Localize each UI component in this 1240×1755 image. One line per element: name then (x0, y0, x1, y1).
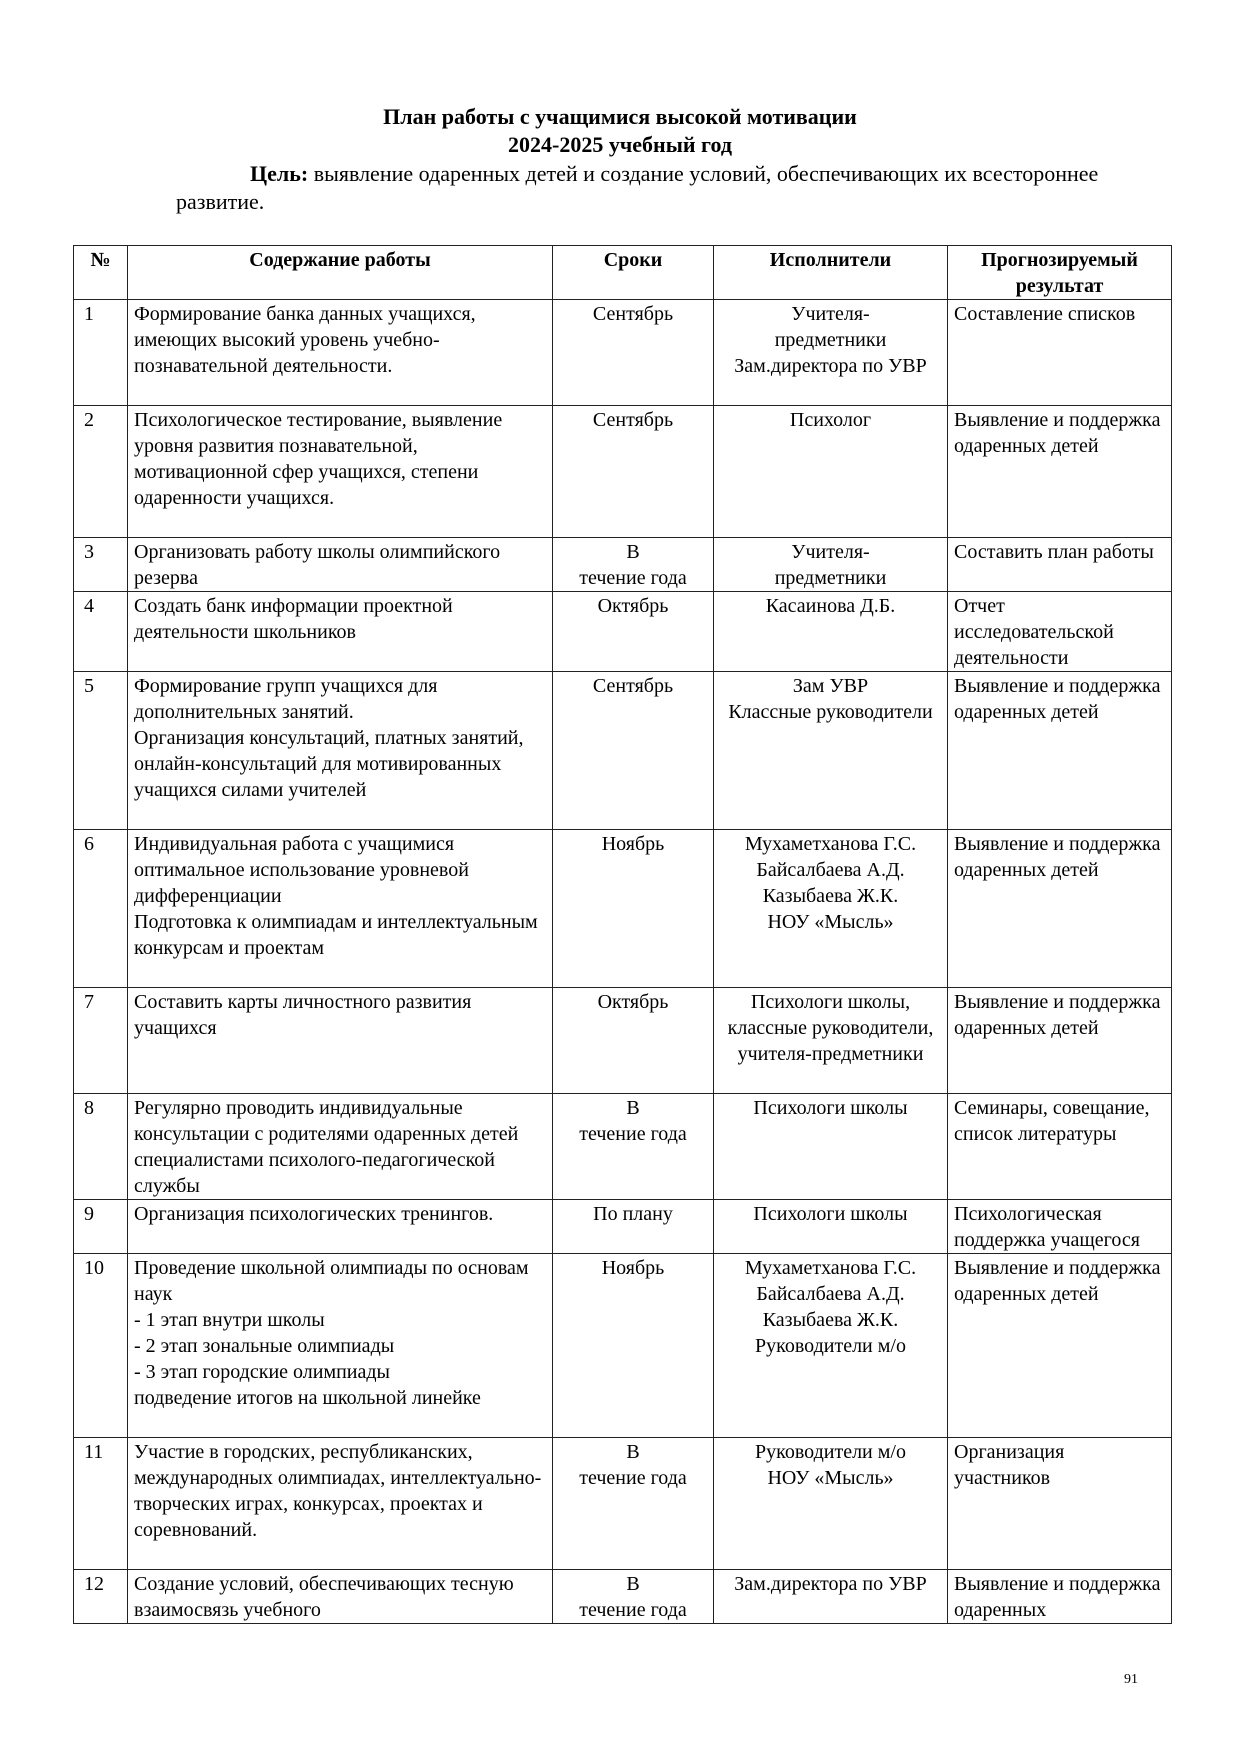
row-result: Составить план работы (948, 538, 1172, 592)
row-executors: Психологи школы (714, 1200, 948, 1254)
row-content: Формирование групп учащихся для дополнительных занятий. Организация консультаций, платных занятий, онлайн-консультаций для мотивированных учащихся силами учителей (128, 672, 553, 830)
row-number: 11 (74, 1438, 128, 1570)
row-result: Отчет исследовательской деятельности (948, 592, 1172, 672)
row-date: Октябрь (553, 988, 714, 1094)
row-number: 12 (74, 1570, 128, 1624)
row-content: Регулярно проводить индивидуальные консультации с родителями одаренных детей специалистами психолого-педагогической службы (128, 1094, 553, 1200)
row-date: Октябрь (553, 592, 714, 672)
row-date: Сентябрь (553, 406, 714, 538)
row-date: В течение года (553, 1094, 714, 1200)
table-row (74, 1094, 1172, 1200)
row-executors: Зам.директора по УВР (714, 1570, 948, 1624)
row-executors: Психологи школы (714, 1094, 948, 1200)
row-number: 7 (74, 988, 128, 1094)
row-date: В течение года (553, 1570, 714, 1624)
row-content: Индивидуальная работа с учащимися оптимальное использование уровневой дифференциации Подготовка к олимпиадам и интеллектуальным конкурсам и проектам (128, 830, 553, 988)
header-content: Содержание работы (128, 246, 553, 300)
goal-text: выявление одаренных детей и создание условий, обеспечивающих их всестороннее развитие. (176, 161, 1099, 214)
page-number: 91 (1124, 1672, 1138, 1687)
row-content: Психологическое тестирование, выявление уровня развития познавательной, мотивационной сфер учащихся, степени одаренности учащихся. (128, 406, 553, 538)
row-content: Организовать работу школы олимпийского резерва (128, 538, 553, 592)
row-number: 4 (74, 592, 128, 672)
row-executors: Учителя- предметники Зам.директора по УВР (714, 300, 948, 406)
table-row (74, 406, 1172, 538)
row-executors: Мухаметханова Г.С. Байсалбаева А.Д. Казыбаева Ж.К. НОУ «Мысль» (714, 830, 948, 988)
goal-statement (176, 160, 1106, 216)
row-number: 6 (74, 830, 128, 988)
row-executors: Мухаметханова Г.С. Байсалбаева А.Д. Казыбаева Ж.К. Руководители м/о (714, 1254, 948, 1438)
row-number: 3 (74, 538, 128, 592)
row-executors: Психолог (714, 406, 948, 538)
header-result: Прогнозируемый результат (948, 246, 1172, 300)
row-content: Проведение школьной олимпиады по основам наук - 1 этап внутри школы - 2 этап зональные олимпиады - 3 этап городские олимпиады подведение итогов на школьной линейке (128, 1254, 553, 1438)
header-number: № (74, 246, 128, 300)
row-number: 5 (74, 672, 128, 830)
row-executors: Касаинова Д.Б. (714, 592, 948, 672)
row-executors: Учителя- предметники (714, 538, 948, 592)
table-row (74, 1254, 1172, 1438)
row-date: Ноябрь (553, 830, 714, 988)
row-number: 10 (74, 1254, 128, 1438)
table-row (74, 1200, 1172, 1254)
row-result: Организация участников (948, 1438, 1172, 1570)
row-result: Семинары, совещание, список литературы (948, 1094, 1172, 1200)
table-row (74, 300, 1172, 406)
row-result: Составление списков (948, 300, 1172, 406)
table-row (74, 830, 1172, 988)
row-executors: Психологи школы, классные руководители, учителя-предметники (714, 988, 948, 1094)
row-date: Сентябрь (553, 300, 714, 406)
row-executors: Руководители м/о НОУ «Мысль» (714, 1438, 948, 1570)
document-subtitle-year: 2024-2025 учебный год (508, 132, 732, 157)
work-plan-table (73, 245, 1172, 1624)
row-executors: Зам УВР Классные руководители (714, 672, 948, 830)
row-date: В течение года (553, 1438, 714, 1570)
table-row (74, 592, 1172, 672)
row-result: Выявление и поддержка одаренных детей (948, 988, 1172, 1094)
row-date: В течение года (553, 538, 714, 592)
row-content: Организация психологических тренингов. (128, 1200, 553, 1254)
row-result: Психологическая поддержка учащегося (948, 1200, 1172, 1254)
table-row (74, 672, 1172, 830)
header-executors: Исполнители (714, 246, 948, 300)
row-date: Ноябрь (553, 1254, 714, 1438)
row-content: Формирование банка данных учащихся, имеющих высокий уровень учебно-познавательной деятельности. (128, 300, 553, 406)
table-row (74, 1570, 1172, 1624)
table-row (74, 538, 1172, 592)
row-result: Выявление и поддержка одаренных детей (948, 830, 1172, 988)
row-result: Выявление и поддержка одаренных (948, 1570, 1172, 1624)
row-number: 9 (74, 1200, 128, 1254)
goal-label: Цель: (250, 161, 309, 186)
row-number: 1 (74, 300, 128, 406)
table-header-row (74, 246, 1172, 300)
row-content: Составить карты личностного развития учащихся (128, 988, 553, 1094)
row-content: Участие в городских, республиканских, международных олимпиадах, интеллектуально-творческих играх, конкурсах, проектах и соревнований. (128, 1438, 553, 1570)
row-result: Выявление и поддержка одаренных детей (948, 672, 1172, 830)
row-content: Создать банк информации проектной деятельности школьников (128, 592, 553, 672)
document-title: План работы с учащимися высокой мотивации (383, 104, 857, 129)
row-number: 8 (74, 1094, 128, 1200)
row-date: Сентябрь (553, 672, 714, 830)
row-date: По плану (553, 1200, 714, 1254)
row-result: Выявление и поддержка одаренных детей (948, 406, 1172, 538)
row-result: Выявление и поддержка одаренных детей (948, 1254, 1172, 1438)
table-row (74, 1438, 1172, 1570)
row-content: Создание условий, обеспечивающих тесную взаимосвязь учебного (128, 1570, 553, 1624)
row-number: 2 (74, 406, 128, 538)
header-date: Сроки (553, 246, 714, 300)
table-row (74, 988, 1172, 1094)
